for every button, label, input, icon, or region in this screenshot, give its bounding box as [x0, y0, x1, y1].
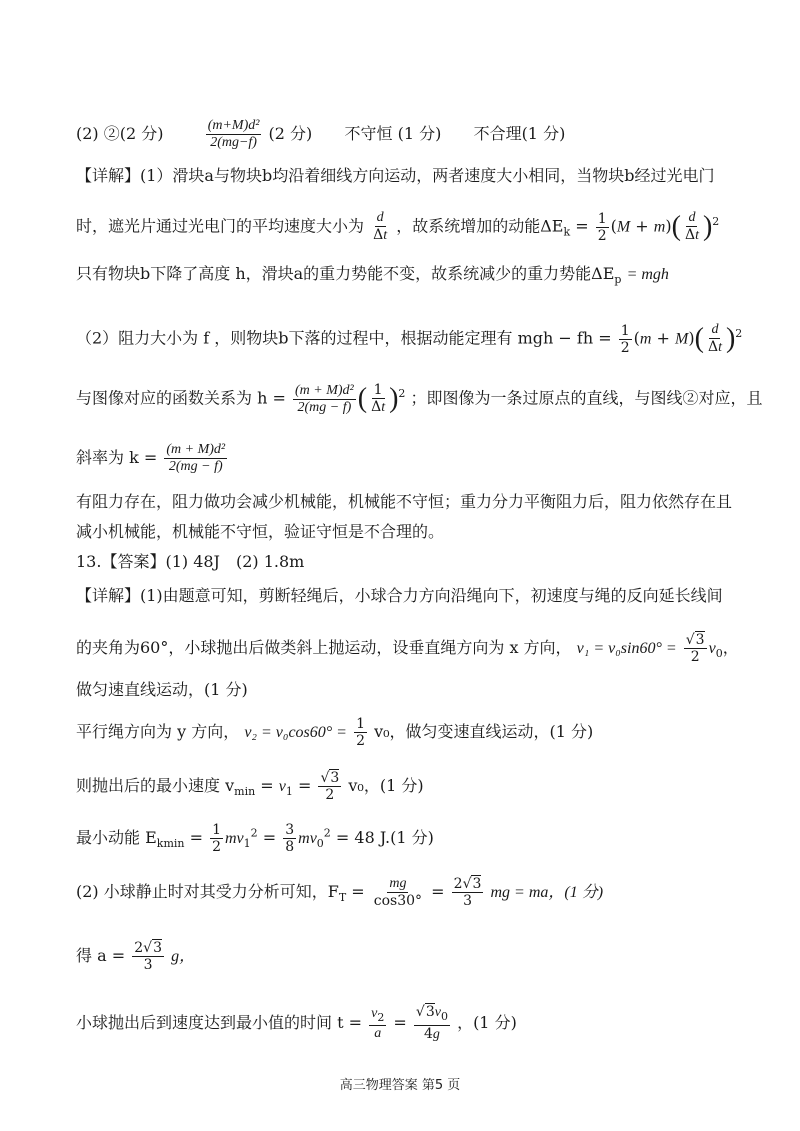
detail12-line3-end: = mgh [626, 266, 669, 283]
q13-answer: 13.【答案】(1) 48J (2) 1.8m [76, 552, 305, 571]
detail12-line6-pre: 斜率为 k = [76, 448, 158, 467]
detail12-line8: 减小机械能，机械能不守恒，验证守恒是不合理的。 [76, 522, 445, 541]
q13-line7-pre: (2) 小球静止时对其受力分析可知，F [76, 882, 339, 901]
q13-line8-post: g， [171, 948, 196, 965]
q13-line4-eq: v₂ = v₀cos60° = [244, 724, 347, 741]
detail12-line3: 只有物块b下降了高度 h，滑块a的重力势能不变，故系统减少的重力势能$\Delta E_p$ = mgh [76, 264, 669, 287]
part2-answer-line [76, 118, 740, 151]
q13-line5: 则抛出后的最小速度 $v_{min} = v_1$ = $\frac{√3}{2}$ v₀，(1 分) [76, 770, 424, 803]
detail12-line5: 与图像对应的函数关系为 h = $\frac{\text{(m + M)d²}}{2(mg - f)}$ ( $\frac{1}{\Delta t}$ )$^2$ ；即图像为一条过原点的直线，与图线②对应，且 [76, 382, 763, 415]
not-conserved: 不守恒 [344, 124, 393, 143]
detail12-line2-mid: ，故系统增加的动能ΔE [396, 216, 564, 236]
detail12-line3-text: 只有物块b下降了高度 h，滑块a的重力势能不变，故系统减少的重力势能ΔE [76, 264, 615, 283]
detail12-line2-text: 时，遮光片通过光电门的平均速度大小为 [76, 216, 365, 236]
q13-line4-pre: 平行绳方向为 y 方向， [76, 722, 240, 741]
detail12-line5-pre: 与图像对应的函数关系为 h = [76, 388, 286, 408]
q13-line6-pre: 最小动能 E [76, 828, 157, 847]
detail12-line2: 时，遮光片通过光电门的平均速度大小为 $\frac{d}{\Delta t}$ ，故系统增加的动能$\Delta E_k$ = $\frac{1}{2}$ (M + m)( $\frac{d}{\Delta t}$ )$^2$ [76, 210, 720, 244]
q13-line4: 平行绳方向为 y 方向， v₂ = v₀cos60° = $\frac{1}{2}$ v₀，做匀变速直线运动，(1 分) [76, 716, 594, 749]
q13-line6: 最小动能 $E_{kmin}$ = $\frac{1}{2}$ $mv_1^2$ = $\frac{3}{8}$ $mv_0^2 = 48$ J.(1 分) [76, 822, 434, 855]
part2-formula [206, 118, 262, 151]
score-1: (2 分) [268, 124, 313, 143]
q13-line9-post: ，(1 分) [457, 1012, 517, 1032]
detail12-line1: 【详解】(1）滑块a与物块b均沿着细线方向运动，两者速度大小相同，当物块b经过光电门 [76, 166, 715, 185]
page-footer: 高三物理答案 第5 页 [339, 1078, 461, 1093]
q13-line7-post: mg = ma，(1 分) [490, 884, 604, 901]
detail12-line7: 有阻力存在，阻力做功会减少机械能，机械能不守恒；重力分力平衡阻力后，阻力依然存在且 [76, 492, 733, 511]
score-2: (1 分) [397, 124, 442, 143]
half-frac: $\frac{1}{2}$ [597, 210, 607, 244]
q13-line4-post: v₀，做匀变速直线运动，(1 分) [374, 722, 594, 741]
q13-line8: 得 a = $\frac{2√3}{3}$ g， [76, 940, 196, 973]
q13-line9: 小球抛出后到速度达到最小值的时间 t = $\frac{v_2}{a}$ = $\frac{√3v_0}{4g}$ ，(1 分) [76, 1004, 517, 1042]
q13-line5-pre: 则抛出后的最小速度 v [76, 776, 235, 795]
q13-line1: 【详解】(1)由题意可知，剪断轻绳后，小球合力方向沿绳向下，初速度与绳的反向延长线间 [76, 586, 723, 605]
q13-line2-pre: 的夹角为60°，小球抛出后做类斜上抛运动，设垂直绳方向为 x 方向， [76, 638, 572, 657]
q13-line7: (2) 小球静止时对其受力分析可知，$F_T$ = $\frac{mg}{\cos 30^\circ}$ = $\frac{2√3}{3}$ mg = ma，(1 分) [76, 876, 604, 909]
part2-prefix: (2) ②(2 分) [76, 124, 164, 143]
formula-denominator: 2(mg−f) [210, 135, 257, 150]
q13-line6-post: = 48 J.(1 分) [335, 828, 434, 847]
unreasonable: 不合理(1 分) [473, 124, 566, 143]
detail12-line6: 斜率为 k = $\frac{\text{(m + M)d²}}{2(mg - f)}$ [76, 442, 226, 474]
q13-line2-eq: v₁ = v₀sin60° = [576, 640, 677, 657]
formula-numerator: (m+M)d² [207, 118, 260, 133]
q13-line2: 的夹角为60°，小球抛出后做类斜上抛运动，设垂直绳方向为 x 方向， v₁ = v₀sin60° = $\frac{√3}{2}$ $v_0$， [76, 632, 739, 665]
q13-line9-pre: 小球抛出后到速度达到最小值的时间 t = [76, 1012, 363, 1032]
detail12-line5-post: ；即图像为一条过原点的直线，与图线②对应，且 [410, 388, 763, 408]
detail12-line4: （2）阻力大小为 f ，则物块b下落的过程中，根据动能定理有 mgh − fh = $\frac{1}{2}$ (m + M)( $\frac{d}{\Delta t}$ )$^2$ [76, 322, 743, 356]
q13-line5-post: v₀，(1 分) [348, 776, 424, 795]
detail12-line4-text: （2）阻力大小为 f ，则物块b下落的过程中，根据动能定理有 mgh − fh = [76, 328, 612, 348]
q13-line3: 做匀速直线运动，(1 分) [76, 680, 248, 699]
d-over-dt: $\frac{d}{\Delta t}$ [373, 210, 388, 243]
q13-line8-pre: 得 a = [76, 946, 126, 965]
